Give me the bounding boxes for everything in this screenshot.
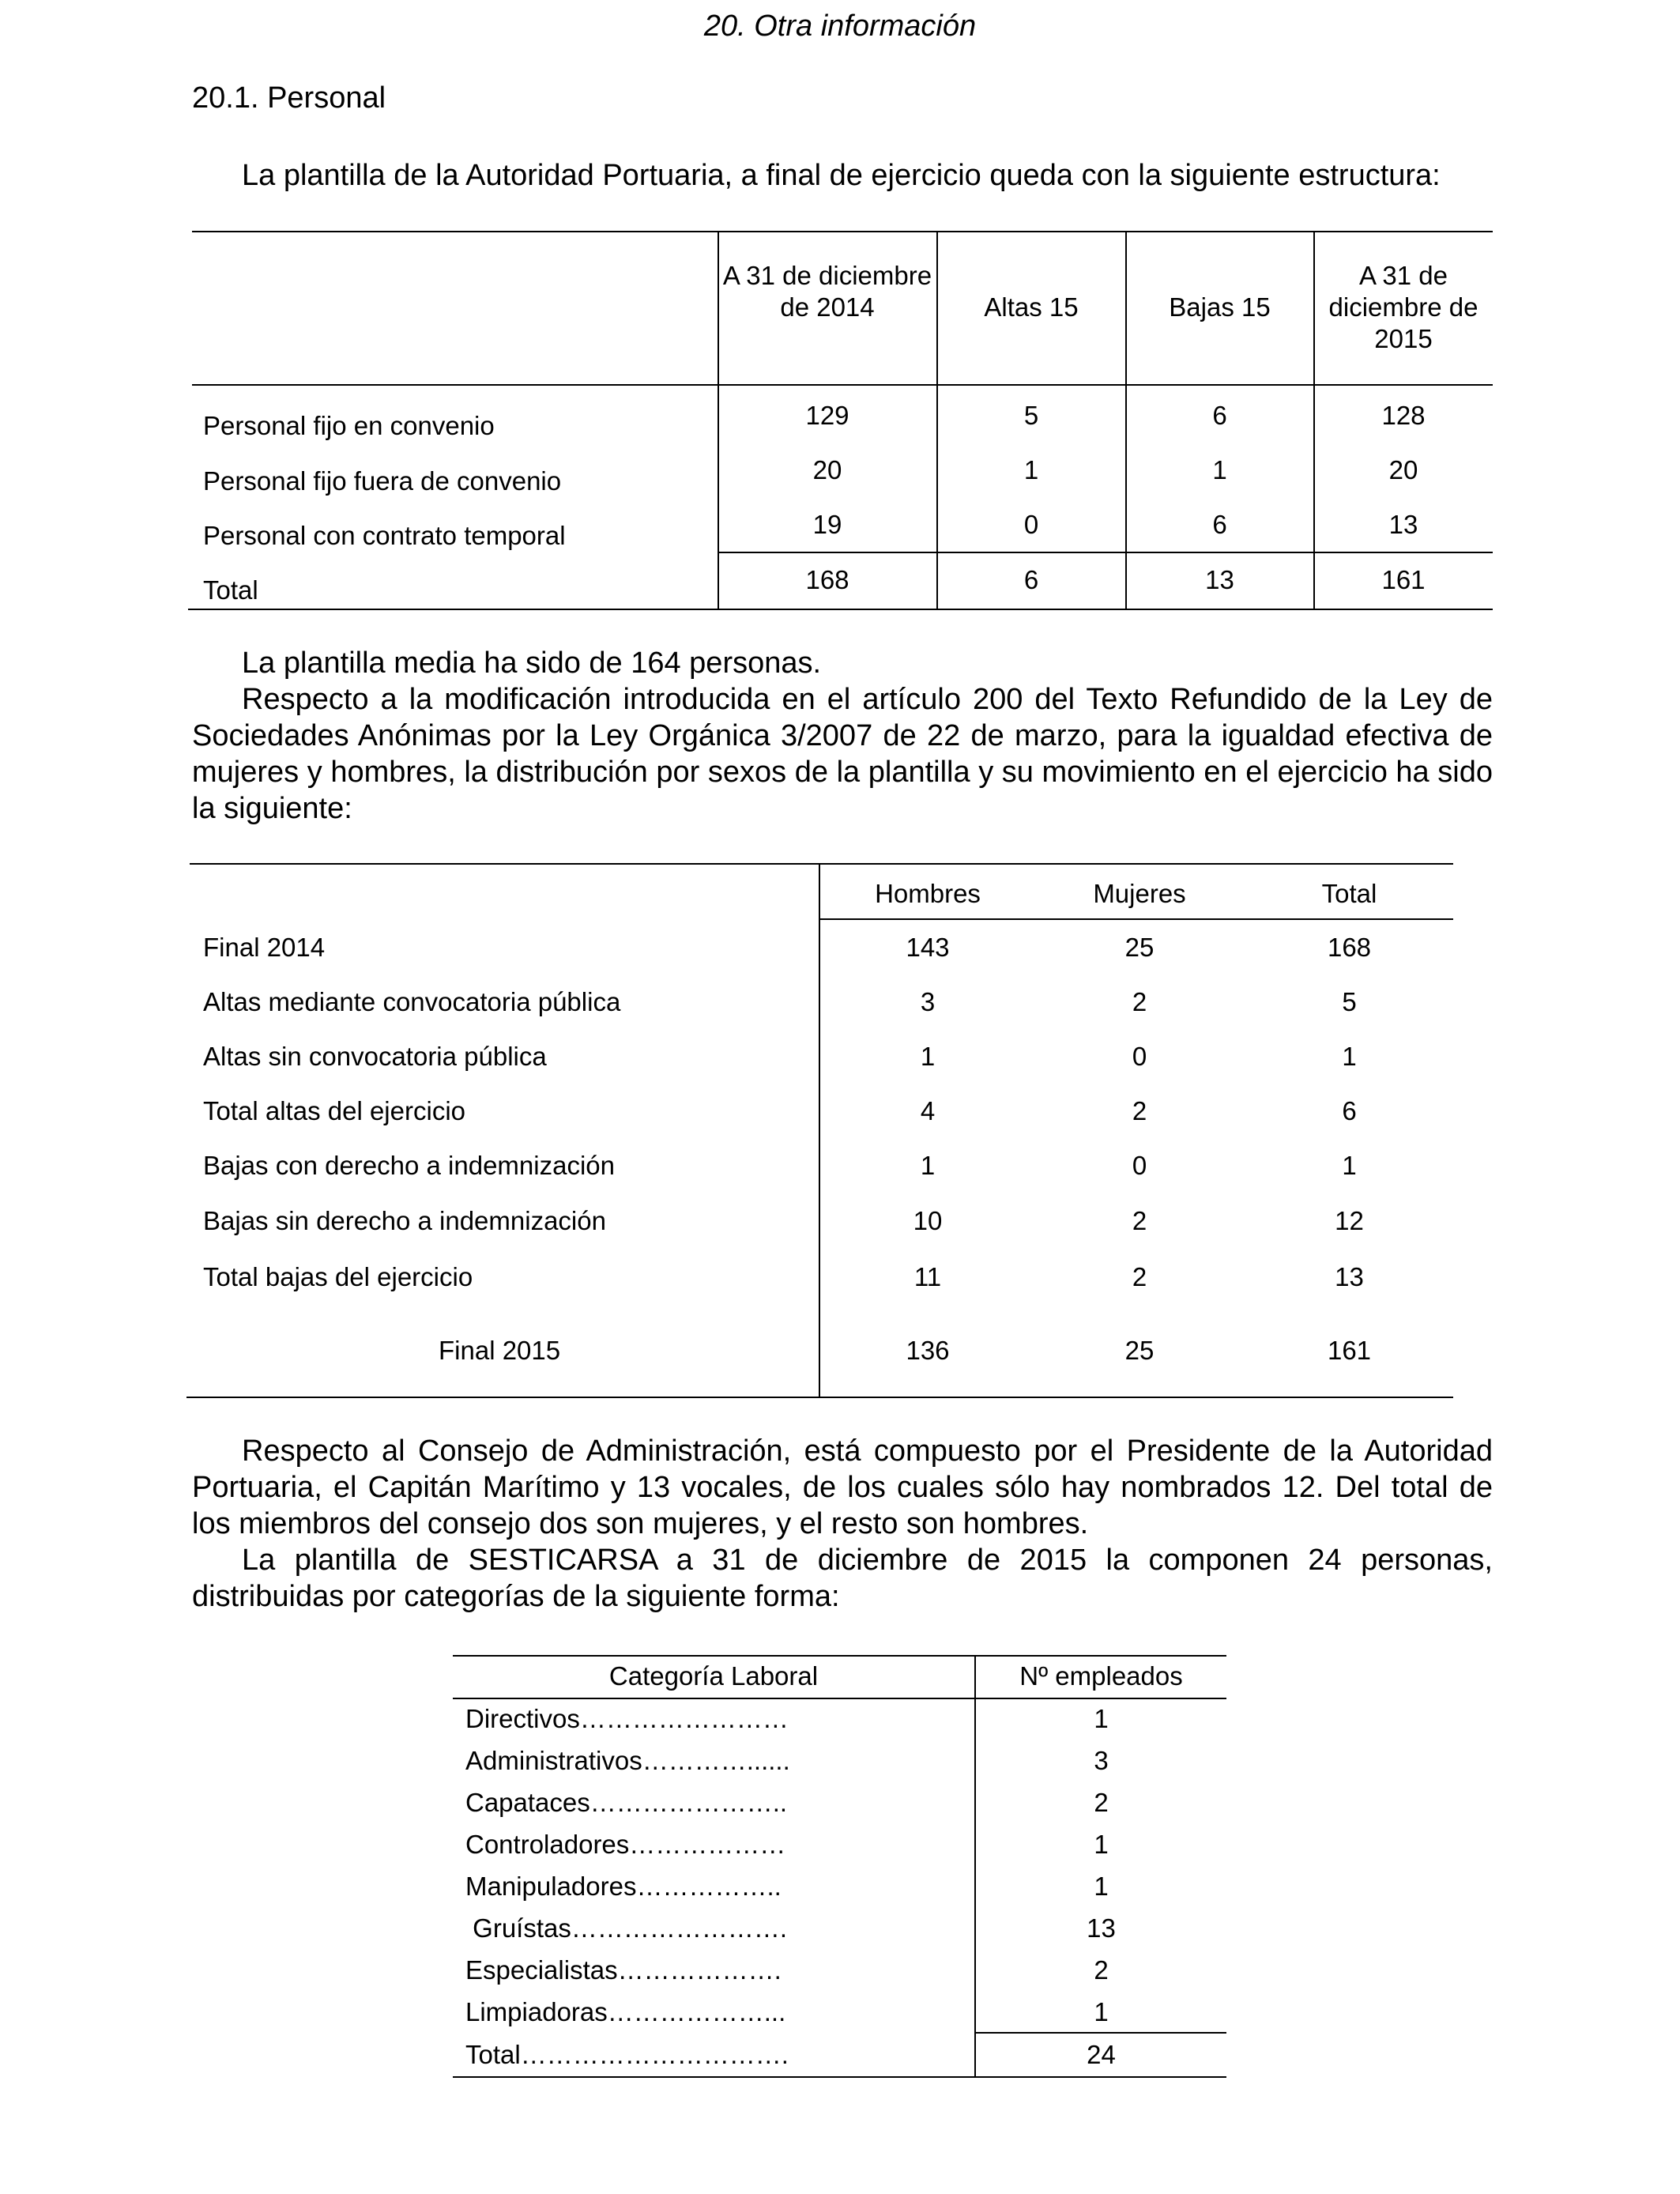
table-cell: 1 — [920, 1151, 936, 1180]
table-cell: 3 — [1094, 1746, 1109, 1775]
table-cell: 6 — [1212, 510, 1227, 539]
row-label: Manipuladores…………….. — [465, 1872, 782, 1901]
table-cell: 2 — [1132, 987, 1147, 1016]
paragraph: Respecto al Consejo de Administración, está compuesto por el Presidente de la Autoridad Portuaria, el Capitán Marítimo y 13 vocales, de los cuales sólo hay nombrados 12. Del total de los miembros del consejo dos son mujeres, y el resto son hombres. — [192, 1434, 1493, 1540]
row-label: Total bajas del ejercicio — [203, 1262, 473, 1291]
total-label: Total — [203, 575, 258, 605]
table-cell: 25 — [1124, 933, 1155, 962]
row-label: Especialistas………………. — [465, 1955, 782, 1985]
row-label: Limpiadoras………………... — [465, 1997, 786, 2026]
table-cell: 129 — [805, 401, 849, 430]
table-cell: 0 — [1023, 510, 1039, 539]
row-label: Bajas sin derecho a indemnización — [203, 1206, 606, 1235]
table-cell: 25 — [1124, 1336, 1155, 1365]
table-cell: 168 — [805, 565, 849, 594]
mid-paragraphs — [192, 645, 1493, 827]
row-label: Personal con contrato temporal — [203, 521, 566, 550]
table-cell: 1 — [1094, 1704, 1109, 1733]
column-header: A 31 de diciembre de 2014 — [722, 261, 932, 322]
table-cell: 13 — [1335, 1262, 1364, 1291]
table-cell: 4 — [920, 1096, 936, 1125]
table-cell: 143 — [906, 933, 950, 962]
row-label: Altas sin convocatoria pública — [203, 1042, 547, 1071]
table-cell: 2 — [1132, 1206, 1147, 1235]
table-cell: 13 — [1205, 565, 1234, 594]
row-label: Personal fijo fuera de convenio — [203, 466, 562, 496]
column-header: Bajas 15 — [1169, 292, 1271, 322]
table-cell: 19 — [812, 510, 842, 539]
row-label: Gruístas……………………. — [465, 1913, 788, 1943]
table-cell: 161 — [1327, 1336, 1372, 1365]
table-cell: 1 — [1023, 455, 1039, 484]
row-label: Total altas del ejercicio — [203, 1096, 465, 1125]
table-cell: 6 — [1342, 1096, 1357, 1125]
table-cell: 161 — [1381, 565, 1426, 594]
table-cell: 1 — [1342, 1042, 1357, 1071]
paragraph: Respecto a la modificación introducida en el artículo 200 del Texto Refundido de la Ley de Sociedades Anónimas por la Ley Orgánica 3/2007 de 22 de marzo, para la igualdad efectiva de mujeres y hombres, la distribución por sexos de la plantilla y su movimiento en el ejercicio ha sido la siguiente: — [192, 683, 1493, 825]
row-label: Capataces………………….. — [465, 1788, 788, 1817]
column-header: A 31 de diciembre de 2015 — [1328, 261, 1478, 353]
table-cell: 13 — [1388, 510, 1418, 539]
table-cell: 20 — [812, 455, 842, 484]
row-label: Final 2014 — [203, 933, 326, 962]
table-cell: 1 — [1094, 1872, 1109, 1901]
paragraph: La plantilla media ha sido de 164 personas. — [242, 647, 822, 680]
table-cell: 12 — [1335, 1206, 1364, 1235]
table-cell: 128 — [1381, 401, 1426, 430]
table-cell: 5 — [1342, 987, 1357, 1016]
row-label: Controladores……………… — [465, 1830, 786, 1859]
table-cell: 168 — [1327, 933, 1372, 962]
table-cell: 6 — [1212, 401, 1227, 430]
table-cell: 1 — [1094, 1830, 1109, 1859]
table-cell: 1 — [1342, 1151, 1357, 1180]
table-cell: 1 — [920, 1042, 936, 1071]
table-cell: 2 — [1094, 1955, 1109, 1985]
row-label: Bajas con derecho a indemnización — [203, 1151, 615, 1180]
paragraph: La plantilla de SESTICARSA a 31 de diciembre de 2015 la componen 24 personas, distribuidas por categorías de la siguiente forma: — [192, 1544, 1493, 1613]
page-title: 20. Otra información — [703, 9, 977, 43]
table-cell: 2 — [1132, 1096, 1147, 1125]
row-label: Directivos…………………… — [465, 1704, 789, 1733]
column-header: Nº empleados — [1019, 1661, 1183, 1691]
table-cell: 5 — [1023, 401, 1039, 430]
row-label: Altas mediante convocatoria pública — [203, 987, 621, 1016]
column-header: Total — [1321, 879, 1377, 908]
table-cell: 2 — [1094, 1788, 1109, 1817]
table-cell: 2 — [1132, 1262, 1147, 1291]
total-label: Total…………………………. — [465, 2040, 789, 2069]
row-label: Personal fijo en convenio — [203, 411, 495, 440]
column-header: Hombres — [875, 879, 981, 908]
table-cell: 1 — [1094, 1997, 1109, 2026]
column-header: Categoría Laboral — [608, 1661, 819, 1691]
table-cell: 10 — [913, 1206, 943, 1235]
section-title: 20.1. Personal — [192, 81, 386, 115]
table-cell: 0 — [1132, 1042, 1147, 1071]
end-paragraphs — [192, 1433, 1493, 1615]
table-cell: 11 — [913, 1262, 942, 1291]
table-cell: 0 — [1132, 1151, 1147, 1180]
intro-paragraph: La plantilla de la Autoridad Portuaria, a final de ejercicio queda con la siguiente estructura: — [242, 159, 1441, 192]
table-cell: 24 — [1087, 2040, 1116, 2069]
table-cell: 6 — [1023, 565, 1039, 594]
table-cell: 13 — [1087, 1913, 1116, 1943]
column-header: Altas 15 — [984, 292, 1079, 322]
table-cell: 3 — [920, 987, 936, 1016]
table-cell: 1 — [1212, 455, 1227, 484]
row-label: Administrativos…………...... — [465, 1746, 790, 1775]
column-header: Mujeres — [1093, 879, 1186, 908]
table-cell: 136 — [906, 1336, 950, 1365]
final-label: Final 2015 — [439, 1336, 561, 1365]
table-cell: 20 — [1388, 455, 1418, 484]
